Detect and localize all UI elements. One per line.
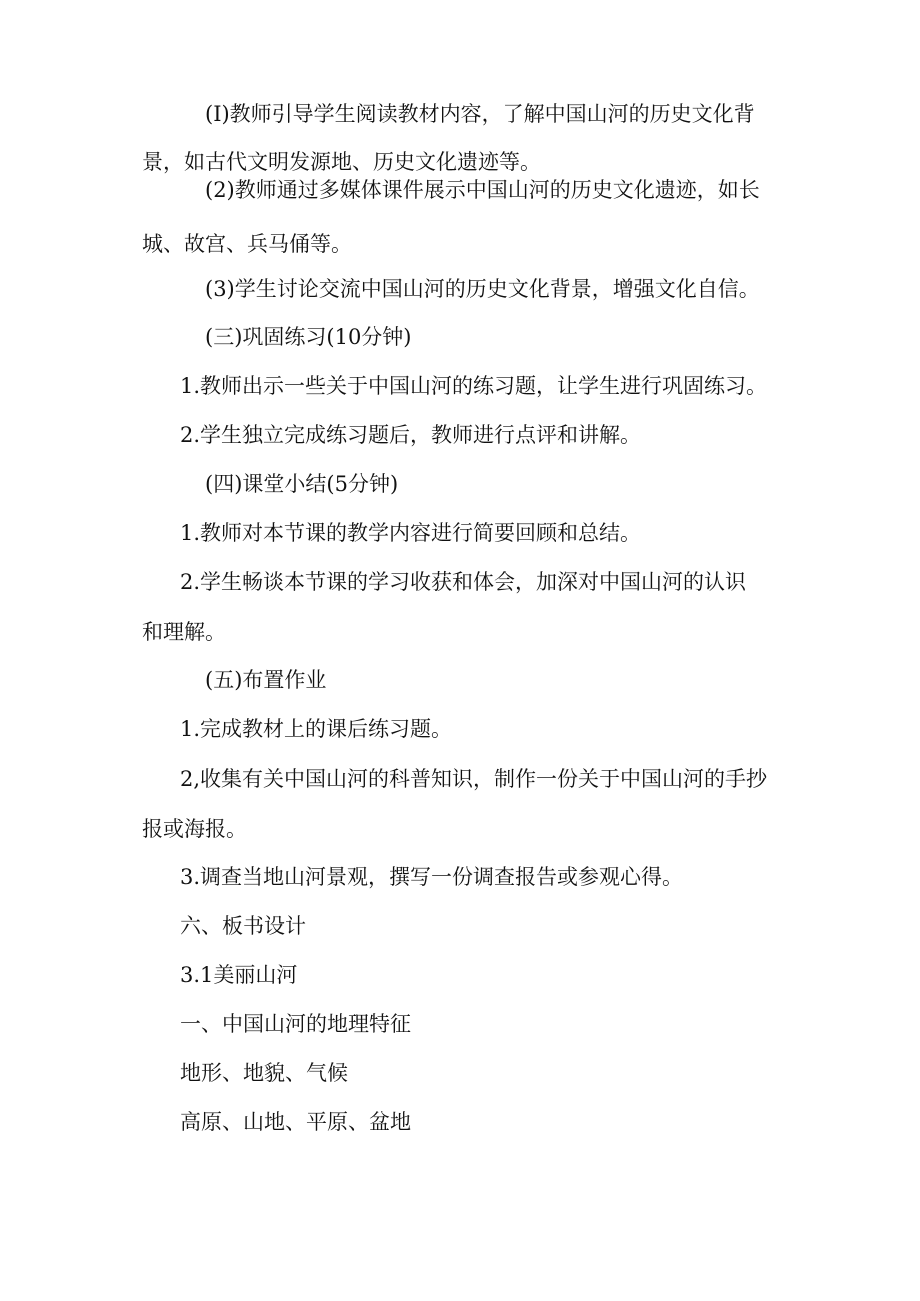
paragraph-11 xyxy=(0,705,920,753)
paragraph-line: 1.完成教材上的课后练习题。 xyxy=(180,717,453,741)
paragraph-line: 景，如古代文明发源地、历史文化遗迹等。 xyxy=(142,150,541,174)
paragraph-line: 六、板书设计 xyxy=(180,914,306,938)
paragraph-line: 2,收集有关中国山河的科普知识，制作一份关于中国山河的手抄 xyxy=(180,767,768,791)
paragraph-line: 3.调查当地山河景观，撰写一份调查报告或参观心得。 xyxy=(180,865,684,889)
paragraph-line: 2.学生畅谈本节课的学习收获和体会，加深对中国山河的认识 xyxy=(180,570,747,594)
paragraph-line: 1.教师出示一些关于中国山河的练习题，让学生进行巩固练习。 xyxy=(180,374,768,398)
paragraph-line: 2.学生独立完成练习题后，教师进行点评和讲解。 xyxy=(180,423,642,447)
paragraph-12 xyxy=(0,755,920,853)
paragraph-line: 一、中国山河的地理特征 xyxy=(180,1012,411,1036)
paragraph-13 xyxy=(0,853,920,901)
paragraph-3 xyxy=(0,265,920,313)
board-line-landforms xyxy=(0,1098,920,1146)
paragraph-line: 地形、地貌、气候 xyxy=(180,1061,348,1085)
paragraph-line: 城、故宫、兵马俑等。 xyxy=(142,232,352,256)
paragraph-6 xyxy=(0,411,920,459)
board-heading-geography xyxy=(0,1000,920,1048)
paragraph-9 xyxy=(0,558,920,656)
paragraph-line: (五)布置作业 xyxy=(205,668,327,692)
board-title xyxy=(0,951,920,999)
paragraph-8 xyxy=(0,509,920,557)
paragraph-line: (四)课堂小结(5分钟) xyxy=(205,472,399,496)
section-heading-homework xyxy=(0,656,920,704)
paragraph-line: 3.1美丽山河 xyxy=(180,963,298,987)
paragraph-line: (三)巩固练习(10分钟) xyxy=(205,325,412,349)
section-heading-board-design xyxy=(0,902,920,950)
paragraph-line: 1.教师对本节课的教学内容进行简要回顾和总结。 xyxy=(180,521,642,545)
paragraph-line: (3)学生讨论交流中国山河的历史文化背景，增强文化自信。 xyxy=(205,277,760,301)
paragraph-line: (I)教师引导学生阅读教材内容，了解中国山河的历史文化背 xyxy=(205,102,755,126)
paragraph-5 xyxy=(0,362,920,410)
section-heading-practice xyxy=(0,313,920,361)
paragraph-line: 高原、山地、平原、盆地 xyxy=(180,1110,411,1134)
board-line-terrain xyxy=(0,1049,920,1097)
paragraph-line: 报或海报。 xyxy=(142,817,247,841)
paragraph-2 xyxy=(0,166,920,268)
paragraph-line: (2)教师通过多媒体课件展示中国山河的历史文化遗迹，如长 xyxy=(205,178,760,202)
section-heading-summary xyxy=(0,460,920,508)
paragraph-line: 和理解。 xyxy=(142,620,226,644)
